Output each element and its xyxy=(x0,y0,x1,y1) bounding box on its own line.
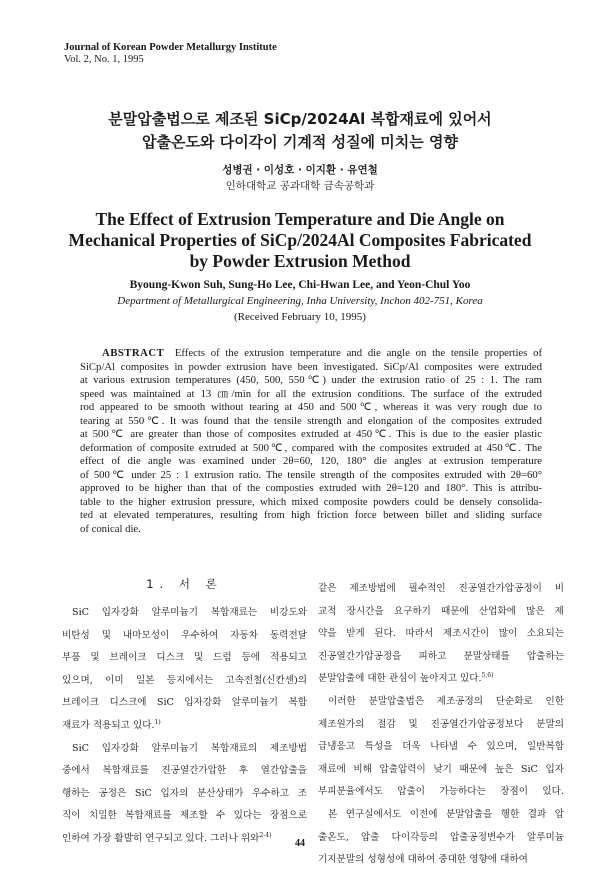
abstract-line-text: ted at elevated temperatures, resulting from high friction force between billet and sliding surface xyxy=(80,509,542,521)
body-line-text: 브레이크 디스크에 SiC 입자강화 알루미늄기 복합 xyxy=(62,697,307,709)
body-line-text: 행하는 공정은 SiC 입자의 분산상태가 우수하고 조 xyxy=(62,787,307,799)
abstract-line-text: Effects of the extrusion temperature and die angle on the tensile properties of xyxy=(174,347,542,359)
abstract-line-text: approved to be higher than that of the composties extruded with 2θ=120 and 180°. This is attribu- xyxy=(80,482,542,494)
body-line-text: 교적 장시간을 요구하기 때문에 산업화에 많은 제 xyxy=(318,605,564,617)
citation-ref: 5,6) xyxy=(481,672,494,680)
abstract-line-text: of conical die. xyxy=(80,522,141,535)
body-line-text: 기지분말의 성형성에 대하여 중대한 영향에 대하여 xyxy=(318,854,528,866)
abstract-line xyxy=(80,442,542,456)
body-line xyxy=(318,623,564,646)
abstract-line xyxy=(80,361,542,375)
body-line-text: 제조원가의 절감 및 진공열간가압공정보다 분말의 xyxy=(318,718,564,730)
abstract-line xyxy=(80,347,542,361)
body-line-text: 진공열간가압공정을 피하고 분말상태를 압출하는 xyxy=(318,650,564,662)
body-line-text: SiC 입자강화 알루미늄기 복합재료의 제조방법 xyxy=(72,742,307,754)
body-line xyxy=(62,602,307,625)
body-line xyxy=(62,805,307,828)
korean-authors: 성병권 · 이성호 · 이지환 · 유연철 xyxy=(222,164,378,176)
body-line-text: 본 연구실에서도 이전에 분말압출을 행한 결과 압 xyxy=(328,808,564,820)
body-line-text: 중에서 복합재료를 진공열간가압한 후 열간압출을 xyxy=(62,765,307,777)
abstract-line-text: at 500℃ are greater than those of composites extruded at 450℃. This is due to the easier plastic xyxy=(80,428,542,440)
english-affiliation: Department of Metallurgical Engineering, Inha University, Inchon 402-751, Korea xyxy=(117,295,483,307)
english-title-line-1: The Effect of Extrusion Temperature and Die Angle on xyxy=(95,209,505,229)
abstract-line xyxy=(80,415,542,429)
body-line xyxy=(318,646,564,669)
body-line-text: 이러한 분말압출법은 제조공정의 단순화로 인한 xyxy=(328,695,564,707)
abstract-line-text: at various extrusion temperatures (450, 500, 550℃) under the extrusion ratio of 25 : 1. The ram xyxy=(80,374,542,386)
body-line xyxy=(62,625,307,648)
body-line-text: 분말압출에 대한 관심이 높아지고 있다. xyxy=(318,673,482,685)
citation-ref: 1) xyxy=(154,718,161,726)
abstract-line xyxy=(80,374,542,388)
body-line xyxy=(62,760,307,783)
journal-volume: Vol. 2, No. 1, 1995 xyxy=(64,54,144,65)
body-line-text: 직이 치밀한 복합재료를 제조할 수 있다는 장점으로 xyxy=(62,810,307,822)
body-line xyxy=(62,670,307,693)
abstract-line xyxy=(80,523,542,537)
body-right-column xyxy=(318,578,564,872)
body-line xyxy=(318,781,564,804)
body-line xyxy=(62,692,307,715)
body-line xyxy=(62,783,307,806)
body-line xyxy=(318,714,564,737)
korean-affiliation: 인하대학교 공과대학 금속공학과 xyxy=(225,180,375,192)
body-line xyxy=(318,578,564,601)
abstract-line-text: speed was maintained at 13 ㎝/min for all the extrusion conditions. The surface of the extruded xyxy=(80,387,542,400)
abstract-line-text: rod appeared to be smooth without tearing at 450 and 500℃, whereas it was very rough due to xyxy=(80,401,542,413)
abstract-line-text: deformation of composite extruded at 500℃, compared with the composites extruded at 450℃. The xyxy=(80,441,542,454)
abstract-line-text: SiCp/Al composites in powder extrusion have been investigated. SiCp/Al composites were extruded xyxy=(80,360,542,373)
korean-title-line-1 xyxy=(40,108,560,131)
body-line xyxy=(318,601,564,624)
body-line-text: 있으며, 이미 일본 등지에서는 고속전철(신칸센)의 xyxy=(62,674,307,686)
body-line xyxy=(318,691,564,714)
english-title-line-3: by Powder Extrusion Method xyxy=(189,251,411,271)
abstract-line xyxy=(80,469,542,483)
body-line xyxy=(318,668,564,691)
body-line-text: 재료에 비해 압출압력이 낮기 때문에 높은 SiC 입자 xyxy=(318,763,564,775)
abstract-line xyxy=(80,401,542,415)
body-line-text: 부품 및 브레이크 디스크 및 드럼 등에 적용되고 xyxy=(62,652,307,664)
body-line-text: 약을 받게 된다. 따라서 제조시간이 많이 소요되는 xyxy=(318,628,564,640)
citation-ref: 2-4) xyxy=(259,831,272,839)
page-number: 44 xyxy=(295,838,305,849)
abstract-line xyxy=(80,428,542,442)
body-left-column xyxy=(62,578,307,851)
body-line-text: 인하여 가장 활발히 연구되고 있다. 그러나 위와 xyxy=(62,832,260,844)
body-line-text: 재료가 적용되고 있다. xyxy=(62,719,155,731)
body-line-text: 출온도, 압출 다이각등의 압출공정변수가 알루미늄 xyxy=(318,831,564,843)
korean-title-line-1-text: 분말압출법으로 제조된 SiCp/2024Al 복합재료에 있어서 xyxy=(108,110,492,128)
body-line xyxy=(62,647,307,670)
body-line-text: 비탄성 및 내마모성이 우수하여 자동차 동력전달 xyxy=(62,629,307,641)
english-title-line-2: Mechanical Properties of SiCp/2024Al Composites Fabricated xyxy=(68,230,532,250)
korean-title xyxy=(40,108,560,154)
abstract-line xyxy=(80,388,542,402)
body-line xyxy=(318,736,564,759)
abstract-line-text: tearing at 550℃. It was found that the tensile strength and elongation of the composites extruded xyxy=(80,414,542,427)
body-line xyxy=(62,738,307,761)
english-authors: Byoung-Kwon Suh, Sung-Ho Lee, Chi-Hwan Lee, and Yeon-Chul Yoo xyxy=(129,279,471,291)
body-line-text: 같은 제조방법에 필수적인 진공열간가압공정이 비 xyxy=(318,583,564,594)
abstract-line-text: of 500℃ under 25 : 1 extrusion ratio. The tensile strength of the composites extruded with 2θ=60° xyxy=(80,468,542,481)
body-line xyxy=(62,715,307,738)
body-line-text: 급냉응고 특성을 더욱 나타낼 수 있으며, 일반복합 xyxy=(318,741,564,753)
abstract xyxy=(80,347,542,536)
body-line xyxy=(318,849,564,872)
journal-header xyxy=(64,42,277,66)
abstract-line xyxy=(80,455,542,469)
abstract-line-text: table to the higher extrusion pressure, which mixed composite powders could be densely consolida- xyxy=(80,495,542,508)
korean-title-line-2: 압출온도와 다이각이 기계적 성질에 미치는 영향 xyxy=(142,133,458,151)
body-line-text: SiC 입자강화 알루미늄기 복합재료는 비강도와 xyxy=(72,607,307,618)
english-title xyxy=(40,209,560,272)
body-line xyxy=(318,804,564,827)
abstract-line xyxy=(80,482,542,496)
section-heading-introduction: 1. 서 론 xyxy=(146,577,223,591)
abstract-heading: ABSTRACT xyxy=(102,347,165,359)
abstract-line-text: effect of die angle was examined under 2θ=60, 120, 180° die angles at extrusion temperature xyxy=(80,455,542,467)
body-line-text: 부피분율에서도 압출이 가능하다는 장점이 있다. xyxy=(318,786,564,798)
body-line xyxy=(318,759,564,782)
received-date: (Received February 10, 1995) xyxy=(234,311,366,323)
abstract-line xyxy=(80,496,542,510)
journal-name: Journal of Korean Powder Metallurgy Institute xyxy=(64,42,277,53)
abstract-line xyxy=(80,509,542,523)
